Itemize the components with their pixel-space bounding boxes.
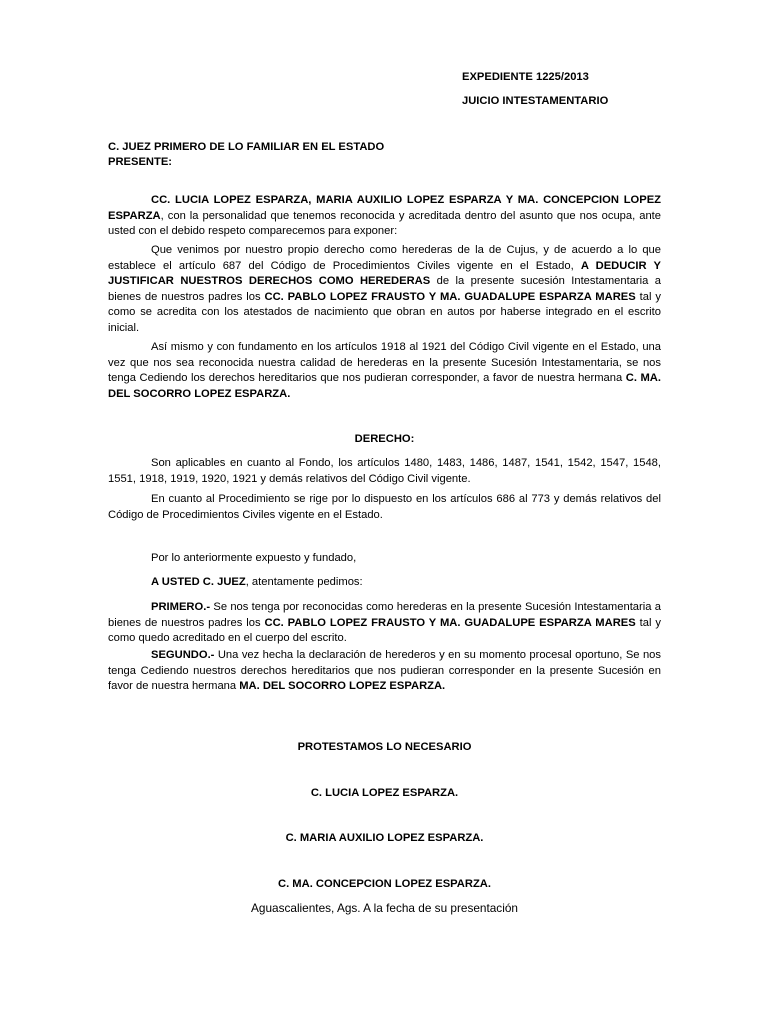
derecho-heading: DERECHO:	[354, 433, 415, 445]
primero-end: tal y como quedo acreditado en el cuerpo del escrito.	[108, 616, 661, 645]
segundo-text: Una vez hecha la declaración de herederos y en su momento procesal oportuno, Se nos tenga Cediendo nuestros derechos hereditarios que nos pudieran corresponder en la presente Sucesión en favor de nuestra hermana	[108, 649, 661, 693]
heirs-paragraph	[108, 243, 661, 337]
procedimiento-paragraph	[108, 492, 661, 523]
pedimos-text: , atentamente pedimos:	[245, 576, 363, 588]
sister-name: C. MA. DEL SOCORRO LOPEZ ESPARZA.	[108, 372, 661, 400]
intro-paragraph	[108, 193, 661, 240]
segundo-paragraph	[108, 648, 661, 695]
fondo-paragraph	[108, 456, 661, 487]
signature-ma-concepcion: C. MA. CONCEPCION LOPEZ ESPARZA.	[278, 878, 491, 890]
heirs-text-a: Que venimos por nuestro propio derecho como herederas de la de Cujus, y de acuerdo a lo que establece el artículo 687 del Código de Procedimientos Civiles vigente en el Estado,	[108, 244, 661, 272]
protestamos-heading: PROTESTAMOS LO NECESARIO	[297, 741, 472, 753]
fondo-text: Son aplicables en cuanto al Fondo, los artículos 1480, 1483, 1486, 1487, 1541, 1542, 1547, 1548, 1551, 1918, 1919, 1920, 1921 y demás relativos del Código Civil vigente.	[108, 457, 661, 485]
heirs-text-c: de la presente sucesión Intestamentaria a bienes de nuestros padres los	[108, 275, 662, 303]
place-date: Aguascalientes, Ags. A la fecha de su presentación	[251, 901, 518, 915]
cession-text: Así mismo y con fundamento en los artículos 1918 al 1921 del Código Civil vigente en el Estado, una vez que nos sea reconocida nuestra calidad de herederas en la presente Sucesión Intestamentaria, se nos tenga Cediendo los derechos hereditarios que nos pudieran corresponder, a favor de nuestra hermana	[108, 341, 661, 385]
petitioners-names: CC. LUCIA LOPEZ ESPARZA, MARIA AUXILIO LOPEZ ESPARZA Y MA. CONCEPCION LOPEZ ESPARZA	[108, 194, 661, 222]
pedimos-line	[151, 576, 363, 588]
juicio-type: JUICIO INTESTAMENTARIO	[462, 95, 609, 107]
segundo-sister: MA. DEL SOCORRO LOPEZ ESPARZA.	[239, 680, 446, 693]
expuesto-line: Por lo anteriormente expuesto y fundado,	[151, 552, 357, 564]
addressee-block	[108, 140, 384, 170]
cession-paragraph	[108, 340, 661, 402]
primero-text: Se nos tenga por reconocidas como herederas en la presente Sucesión Intestamentaria a bienes de nuestros padres los	[108, 601, 661, 629]
addressee-present: PRESENTE:	[108, 156, 173, 168]
signature-maria-auxilio: C. MARIA AUXILIO LOPEZ ESPARZA.	[285, 832, 484, 844]
addressee-line: C. JUEZ PRIMERO DE LO FAMILIAR EN EL ESTADO	[108, 141, 385, 153]
juez-address: A USTED C. JUEZ	[151, 576, 246, 588]
intro-text: , con la personalidad que tenemos reconocida y acreditada dentro del asunto que nos ocupa, ante usted con el debido respeto comparecemos para exponer:	[108, 209, 661, 238]
heirs-text-e: tal y como se acredita con los atestados de nacimiento que obran en autos por haberse integrado en el escrito inicial.	[108, 290, 661, 334]
signature-lucia: C. LUCIA LOPEZ ESPARZA.	[310, 787, 459, 799]
primero-parents: CC. PABLO LOPEZ FRAUSTO Y MA. GUADALUPE ESPARZA MARES	[264, 616, 636, 629]
heirs-text-bold-a: A DEDUCIR Y JUSTIFICAR NUESTROS DERECHOS COMO HEREDERAS	[108, 259, 661, 288]
procedimiento-text: En cuanto al Procedimiento se rige por lo dispuesto en los artículos 686 al 773 y demás relativos del Código de Procedimientos Civiles vigente en el Estado.	[108, 493, 661, 521]
expediente-number: EXPEDIENTE 1225/2013	[462, 71, 589, 83]
primero-paragraph	[108, 600, 661, 647]
primero-label: PRIMERO.-	[151, 601, 211, 613]
segundo-label: SEGUNDO.-	[151, 649, 215, 661]
parents-names: CC. PABLO LOPEZ FRAUSTO Y MA. GUADALUPE ESPARZA MARES	[264, 290, 636, 303]
